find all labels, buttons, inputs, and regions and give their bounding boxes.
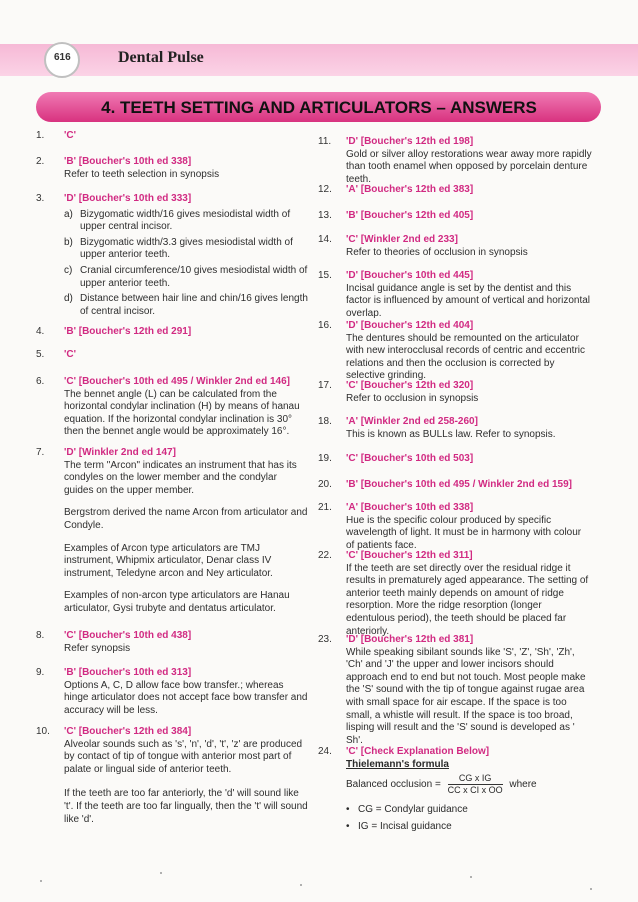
answer-ref: 'C' xyxy=(64,130,76,141)
answer-number: 1. xyxy=(36,130,45,141)
answer-number: 21. xyxy=(318,502,332,513)
answer-text: This is known as BULLs law. Refer to synopsis. xyxy=(346,428,556,440)
answer-number: 5. xyxy=(36,349,45,360)
brand-title: Dental Pulse xyxy=(118,49,204,66)
answer-item xyxy=(318,270,592,320)
answer-item xyxy=(318,234,592,259)
answer-ref: 'D' [Boucher's 12th ed 404] xyxy=(346,320,474,331)
answer-ref: 'D' [Winkler 2nd ed 147] xyxy=(64,447,176,458)
decorative-speck xyxy=(470,876,472,878)
formula-suffix: where xyxy=(509,779,537,791)
answer-number: 12. xyxy=(318,184,332,195)
answer-ref: 'C' [Boucher's 12th ed 384] xyxy=(64,726,192,737)
answer-number: 16. xyxy=(318,320,332,331)
answer-number: 4. xyxy=(36,326,45,337)
answer-ref: 'B' [Boucher's 10th ed 338] xyxy=(64,156,192,167)
answer-number: 14. xyxy=(318,234,332,245)
answer-ref: 'C' [Winkler 2nd ed 233] xyxy=(346,234,458,245)
answer-number: 15. xyxy=(318,270,332,281)
answer-item xyxy=(318,634,592,747)
answer-ref: 'C' [Boucher's 12th ed 320] xyxy=(346,380,474,391)
decorative-speck xyxy=(590,888,592,890)
sub-point: a) Bizygomatic width/16 gives mesiodistal width of upper central incisor. xyxy=(64,208,291,233)
answer-paragraph: Examples of Arcon type articulators are TMJ instrument, Whipmix articulator, Denar class IV instrument, Teledyne arcon and Ney articulator. xyxy=(64,542,273,579)
formula-fraction xyxy=(448,773,503,796)
answer-number: 10. xyxy=(36,726,50,737)
answer-ref: 'B' [Boucher's 12th ed 405] xyxy=(346,210,474,221)
formula xyxy=(346,773,592,796)
answer-item xyxy=(318,453,592,466)
answer-text: Options A, C, D allow face bow transfer.; whereas hinge articulator does not accept face bow transfer and accuracy will be less. xyxy=(64,679,308,716)
answer-ref: 'C' [Boucher's 10th ed 503] xyxy=(346,453,474,464)
answer-text: The dentures should be remounted on the articulator with new interocclusal records of centric and eccentric relations and then the occlusion is corrected by selective grinding. xyxy=(346,332,585,382)
answer-item xyxy=(318,746,592,833)
answer-item xyxy=(36,156,308,181)
answer-item xyxy=(318,320,592,383)
sub-point: d) Distance between hair line and chin/16 gives length of central incisor. xyxy=(64,293,308,317)
answer-number: 23. xyxy=(318,634,332,645)
decorative-speck xyxy=(300,884,302,886)
page-number: 616 xyxy=(54,52,71,63)
answer-item xyxy=(318,184,592,197)
answer-item xyxy=(36,667,308,717)
answer-number: 6. xyxy=(36,376,45,387)
answer-ref: 'D' [Boucher's 12th ed 198] xyxy=(346,136,474,147)
answer-paragraph: Bergstrom derived the name Arcon from articulator and Condyle. xyxy=(64,507,308,531)
decorative-speck xyxy=(40,880,42,882)
page-title: 4. TEETH SETTING AND ARTICULATORS – ANSWERS xyxy=(101,98,537,117)
answer-text: Refer to teeth selection in synopsis xyxy=(64,168,220,180)
answer-ref: 'D' [Boucher's 10th ed 333] xyxy=(64,193,192,204)
answer-ref: 'C' xyxy=(64,349,76,360)
decorative-speck xyxy=(160,872,162,874)
answer-number: 17. xyxy=(318,380,332,391)
formula-bullet: • IG = Incisal guidance xyxy=(346,821,592,834)
answer-number: 13. xyxy=(318,210,332,221)
answer-ref: 'D' [Boucher's 10th ed 445] xyxy=(346,270,474,281)
answer-item xyxy=(36,726,308,826)
formula-bullet: • CG = Condylar guidance xyxy=(346,804,592,817)
answer-number: 9. xyxy=(36,667,45,678)
answer-item xyxy=(36,326,308,339)
answer-number: 2. xyxy=(36,156,45,167)
answer-item xyxy=(318,136,592,186)
sub-point: b) Bizygomatic width/3.3 gives mesiodistal width of upper anterior teeth. xyxy=(64,236,293,261)
answer-number: 3. xyxy=(36,193,45,204)
answer-item xyxy=(318,479,592,492)
answer-text: The term "Arcon" indicates an instrument that has its condyles on the lower member and the condylar guides on the upper member. xyxy=(64,459,297,496)
formula-title: Thielemann's formula xyxy=(346,758,449,770)
answer-item xyxy=(318,550,592,638)
answer-text: Refer to occlusion in synopsis xyxy=(346,392,479,404)
answer-text: Hue is the specific colour produced by specific wavelength of light. It must be in harmony with colour of patients face. xyxy=(346,514,582,551)
answer-item xyxy=(36,349,308,362)
answer-item xyxy=(36,447,308,616)
answer-ref: 'C' [Boucher's 12th ed 311] xyxy=(346,550,473,561)
answer-number: 20. xyxy=(318,479,332,490)
answer-ref: 'B' [Boucher's 10th ed 495 / Winkler 2nd ed 159] xyxy=(346,479,573,490)
formula-denominator: CC x CI x OO xyxy=(447,785,503,796)
answer-number: 7. xyxy=(36,447,45,458)
answer-number: 22. xyxy=(318,550,332,561)
answer-item xyxy=(36,193,308,318)
answer-ref: 'C' [Check Explanation Below] xyxy=(346,746,490,757)
answer-number: 18. xyxy=(318,416,332,427)
answer-paragraph: If the teeth are too far anteriorly, the 'd' will sound like 't'. If the teeth are too far lingually, then the 't' will sound like 'd'. xyxy=(64,788,308,825)
answer-ref: 'A' [Boucher's 10th ed 338] xyxy=(346,502,474,513)
answer-item xyxy=(36,630,308,655)
answer-item xyxy=(318,502,592,552)
answer-ref: 'C' [Boucher's 10th ed 438] xyxy=(64,630,192,641)
answer-ref: 'A' [Winkler 2nd ed 258-260] xyxy=(346,416,478,427)
answer-ref: 'B' [Boucher's 10th ed 313] xyxy=(64,667,192,678)
answer-text: The bennet angle (L) can be calculated from the horizontal condylar inclination (H) by means of hanau equation. If the horizontal condylar inclination is 30° then the bennet angle would be approximately 16°. xyxy=(64,388,300,438)
formula-lhs: Balanced occlusion = xyxy=(346,779,441,791)
answer-item xyxy=(318,380,592,405)
answer-paragraph: Examples of non-arcon type articulators are Hanau articulator, Gysi trubyte and dentatus articulator. xyxy=(64,590,290,614)
answer-number: 19. xyxy=(318,453,332,464)
answer-text: While speaking sibilant sounds like 'S', 'Z', 'Sh', 'Zh', 'Ch' and 'J' the upper and lower incisors should approach end to end but not touch. Most people make the 'S' sound with the tip of tongue against rugae area with small space for air escape. If the space is too small, a whistle will result. If the space is too broad, lisping will result and the 'S' sound is developed as ' Sh'. xyxy=(346,646,586,746)
sub-point: c) Cranial circumference/10 gives mesiodistal width of upper anterior teeth. xyxy=(64,264,308,289)
answer-text: If the teeth are set directly over the residual ridge it results in prematurely aged appearance. The setting of anterior teeth mainly depends on amount of ridge resorption. More the ridge resorption (longer edentulous period), the teeth should be placed far anteriorly. xyxy=(346,562,589,637)
answer-text: Refer synopsis xyxy=(64,642,131,654)
answer-ref: 'B' [Boucher's 12th ed 291] xyxy=(64,326,192,337)
answer-ref: 'C' [Boucher's 10th ed 495 / Winkler 2nd ed 146] xyxy=(64,376,291,387)
answer-text: Incisal guidance angle is set by the dentist and this factor is influenced by amount of vertical and horizontal overlap. xyxy=(346,282,591,319)
answer-ref: 'D' [Boucher's 12th ed 381] xyxy=(346,634,474,645)
answer-text: Gold or silver alloy restorations wear away more rapidly than tooth enamel when opposed by porcelain denture teeth. xyxy=(346,148,592,185)
answer-text: Alveolar sounds such as 's', 'n', 'd', 't', 'z' are produced by contact of tip of tongue with anterior most part of palate or lingual side of anterior teeth. xyxy=(64,738,303,775)
formula-numerator: CG x IG xyxy=(448,773,503,785)
answer-item xyxy=(36,376,308,439)
answer-item xyxy=(36,130,308,143)
answer-ref: 'A' [Boucher's 12th ed 383] xyxy=(346,184,474,195)
answer-item xyxy=(318,210,592,223)
answer-number: 8. xyxy=(36,630,45,641)
header-band xyxy=(0,44,638,76)
answer-text: Refer to theories of occlusion in synopsis xyxy=(346,246,528,258)
answer-item xyxy=(318,416,592,441)
answer-number: 11. xyxy=(318,136,332,147)
answer-number: 24. xyxy=(318,746,332,757)
